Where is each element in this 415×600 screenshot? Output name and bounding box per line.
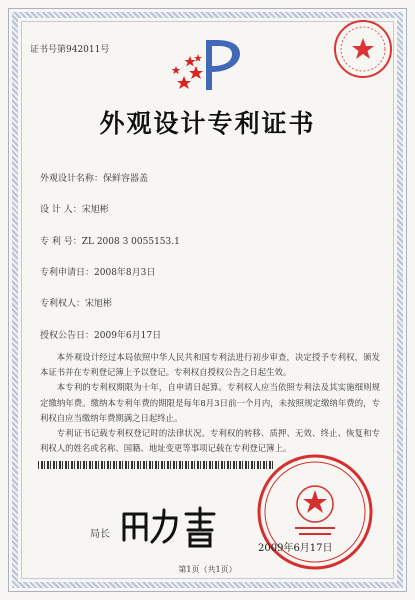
field-value: ZL 2008 3 0055153.1 <box>81 237 180 247</box>
field-announcement-date <box>40 328 161 341</box>
director-label: 局长 <box>90 529 110 540</box>
field-label: 专利申请日： <box>40 268 95 278</box>
field-label: 外观设计名称： <box>40 174 104 184</box>
field-label: 专 利 号： <box>40 237 82 247</box>
field-value: 2009年6月17日 <box>94 331 162 341</box>
body-paragraph: 本外观设计经过本局依照中华人民共和国专利法进行初步审查，决定授予专利权，颁发本证书并在专利登记簿上予以登记。专利权自授权公告之日起生效。 <box>40 352 380 378</box>
page-number: 第1页（共1页） <box>178 565 237 574</box>
field-patent-number <box>40 234 180 247</box>
page-title: 外观设计专利证书 <box>99 109 316 138</box>
field-application-date <box>40 265 155 278</box>
field-value: 宋旭彬 <box>85 299 113 309</box>
seal-date: 2009年6月17日 <box>258 543 333 554</box>
field-value: 2008年8月3日 <box>94 268 156 278</box>
field-value: 宋旭彬 <box>81 205 109 215</box>
field-value: 保鲜容器盖 <box>103 174 149 184</box>
certificate-number: 证书号第942011号 <box>30 45 110 55</box>
body-paragraph: 本专利的专利权期限为十年，自申请日起算。专利权人应当依照专利法及其实施细则规定缴纳年费。缴纳本专利年费的期限是每年8月3日前一个月内，未按照规定缴纳年费的，专利权自应当缴纳年费期满之日起终止。 <box>40 382 380 423</box>
field-label: 专利权人： <box>40 299 86 309</box>
field-design-name <box>40 171 148 184</box>
official-seal-stamp <box>255 452 375 572</box>
body-paragraph: 专利证书记载专利权登记时的法律状况。专利权的转移、质押、无效、终止、恢复和专利权人的姓名或名称、国籍、地址变更等事项记载在专利登记簿上。 <box>40 428 380 454</box>
director-signature <box>110 500 230 550</box>
field-designer <box>40 202 109 215</box>
field-label: 授权公告日： <box>40 331 95 341</box>
certificate-body <box>40 350 380 456</box>
barcode <box>38 461 274 469</box>
field-label: 设 计 人： <box>40 205 82 215</box>
top-seal-stamp <box>332 18 394 80</box>
field-patentee <box>40 296 112 309</box>
patent-office-logo-icon <box>168 36 248 94</box>
